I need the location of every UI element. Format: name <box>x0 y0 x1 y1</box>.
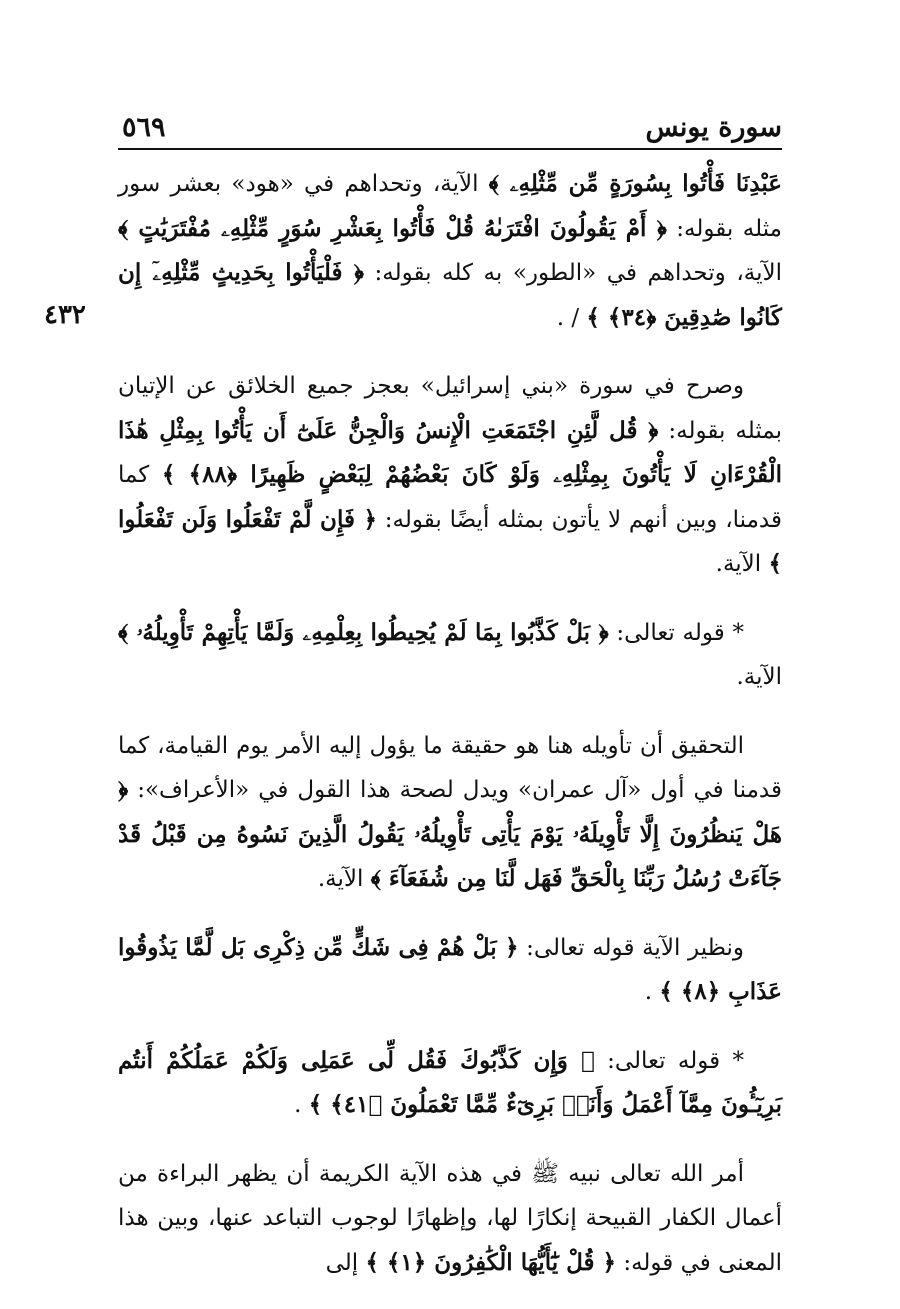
surah-title: سورة يونس <box>645 112 782 143</box>
commentary-text: كما قدمنا، وبين أنهم لا يأتون بمثله أيضًا بقوله: <box>118 462 782 533</box>
quran-verse: ﴿ قُلْ يَٰٓأَيُّهَا الْكَٰفِرُونَ ﴿١﴾ ﴾ <box>365 1248 617 1276</box>
commentary-text: الآية. <box>736 664 782 690</box>
commentary-text: الآية. <box>715 551 769 577</box>
quran-verse: ﴿ فَإِن لَّمْ تَفْعَلُوا وَلَن تَفْعَلُوا ﴾ <box>118 505 782 577</box>
page-number: ٥٦٩ <box>122 112 166 143</box>
commentary-text: الآية، وتحداهم في «الطور» به كله بقوله: <box>363 260 783 286</box>
commentary-text: ونظير الآية قوله تعالى: <box>518 934 745 961</box>
quran-verse: ﴿ هَلْ يَنظُرُونَ إِلَّا تَأْوِيلَهُۥ يَوْمَ يَأْتِى تَأْوِيلُهُۥ يَقُولُ الَّذِينَ نَسُوهُ مِن قَبْلُ قَدْ جَآءَتْ رُسُلُ رَبِّنَا بِالْحَقِّ فَهَل لَّنَا مِن شُفَعَآءَ ﴾ <box>118 776 782 892</box>
commentary-text: * قوله تعالى: <box>608 619 744 646</box>
commentary-text: . <box>644 979 660 1005</box>
quran-verse: ﴿ وَإِن كَذَّبُوكَ فَقُل لِّى عَمَلِى وَلَكُمْ عَمَلُكُمْ أَنتُم بَرِيٓـُٔونَ مِمَّآ أَعْمَلُ وَأَنَا۠ بَرِىٓءٌ مِّمَّا تَعْمَلُونَ ﴿٤١﴾ ﴾ <box>118 1046 782 1118</box>
commentary-text: أمر الله تعالى نبيه ﷺ في هذه الآية الكريمة أن يظهر البراءة من أعمال الكفار القبيحة إنكارًا لها، وإظهارًا لوجوب التباعد عنها، وبين هذا المعنى في قوله: <box>118 1160 782 1276</box>
paragraph-p5 <box>118 926 782 1015</box>
body-text <box>118 162 782 1309</box>
paragraph-p3 <box>118 611 782 700</box>
quran-verse: عَبْدِنَا فَأْتُوا بِسُورَةٍ مِّن مِّثْلِهِۦ ﴾ <box>488 170 783 197</box>
commentary-text: الآية، وتحداهم في «هود» بعشر سور مثله بقوله: <box>118 171 782 242</box>
commentary-text: التحقيق أن تأويله هنا هو حقيقة ما يؤول إليه الأمر يوم القيامة، كما قدمنا في أول «آل عمران» ويدل لصحة هذا القول في «الأعراف»: <box>118 732 782 803</box>
quran-verse: ﴿ أَمْ يَقُولُونَ افْتَرَىٰهُ قُلْ فَأْتُوا بِعَشْرِ سُوَرٍ مِّثْلِهِۦ مُفْتَرَيَٰتٍ ﴾ <box>118 214 667 242</box>
quran-verse: ﴿ فَلْيَأْتُوا بِحَدِيثٍ مِّثْلِهِۦٓ إِن كَانُوا صَٰدِقِينَ ﴿٣٤﴾ ﴾ <box>118 259 782 331</box>
quran-verse: ﴿ قُل لَّئِنِ اجْتَمَعَتِ الْإِنسُ وَالْجِنُّ عَلَىٰٓ أَن يَأْتُوا بِمِثْلِ هَٰذَا الْقُرْءَانِ لَا يَأْتُونَ بِمِثْلِهِۦ وَلَوْ كَانَ بَعْضُهُمْ لِبَعْضٍ ظَهِيرًا ﴿٨٨﴾ ﴾ <box>118 416 782 488</box>
quran-verse: ﴿ بَلْ كَذَّبُوا بِمَا لَمْ يُحِيطُوا بِعِلْمِهِۦ وَلَمَّا يَأْتِهِمْ تَأْوِيلُهُۥ ﴾ <box>118 618 609 646</box>
commentary-text: الآية. <box>317 866 371 892</box>
paragraph-p2 <box>118 364 782 587</box>
paragraph-p1 <box>118 162 782 340</box>
commentary-text: إلى <box>325 1249 366 1276</box>
page-header <box>118 108 782 150</box>
quran-verse: ﴿ بَلْ هُمْ فِى شَكٍّ مِّن ذِكْرِى بَل لَّمَّا يَذُوقُوا عَذَابِ ﴿٨﴾ ﴾ <box>118 933 782 1005</box>
commentary-text: * قوله تعالى: <box>594 1047 744 1074</box>
commentary-text: / . <box>556 304 587 331</box>
paragraph-p7 <box>118 1152 782 1286</box>
commentary-text: وصرح في سورة «بني إسرائيل» بعجز جميع الخلائق عن الإتيان بمثله بقوله: <box>118 373 782 444</box>
paragraph-p4 <box>118 724 782 902</box>
commentary-text: . <box>294 1092 309 1118</box>
margin-page-reference: ٤٣٢ <box>44 300 86 330</box>
paragraph-p6 <box>118 1039 782 1128</box>
